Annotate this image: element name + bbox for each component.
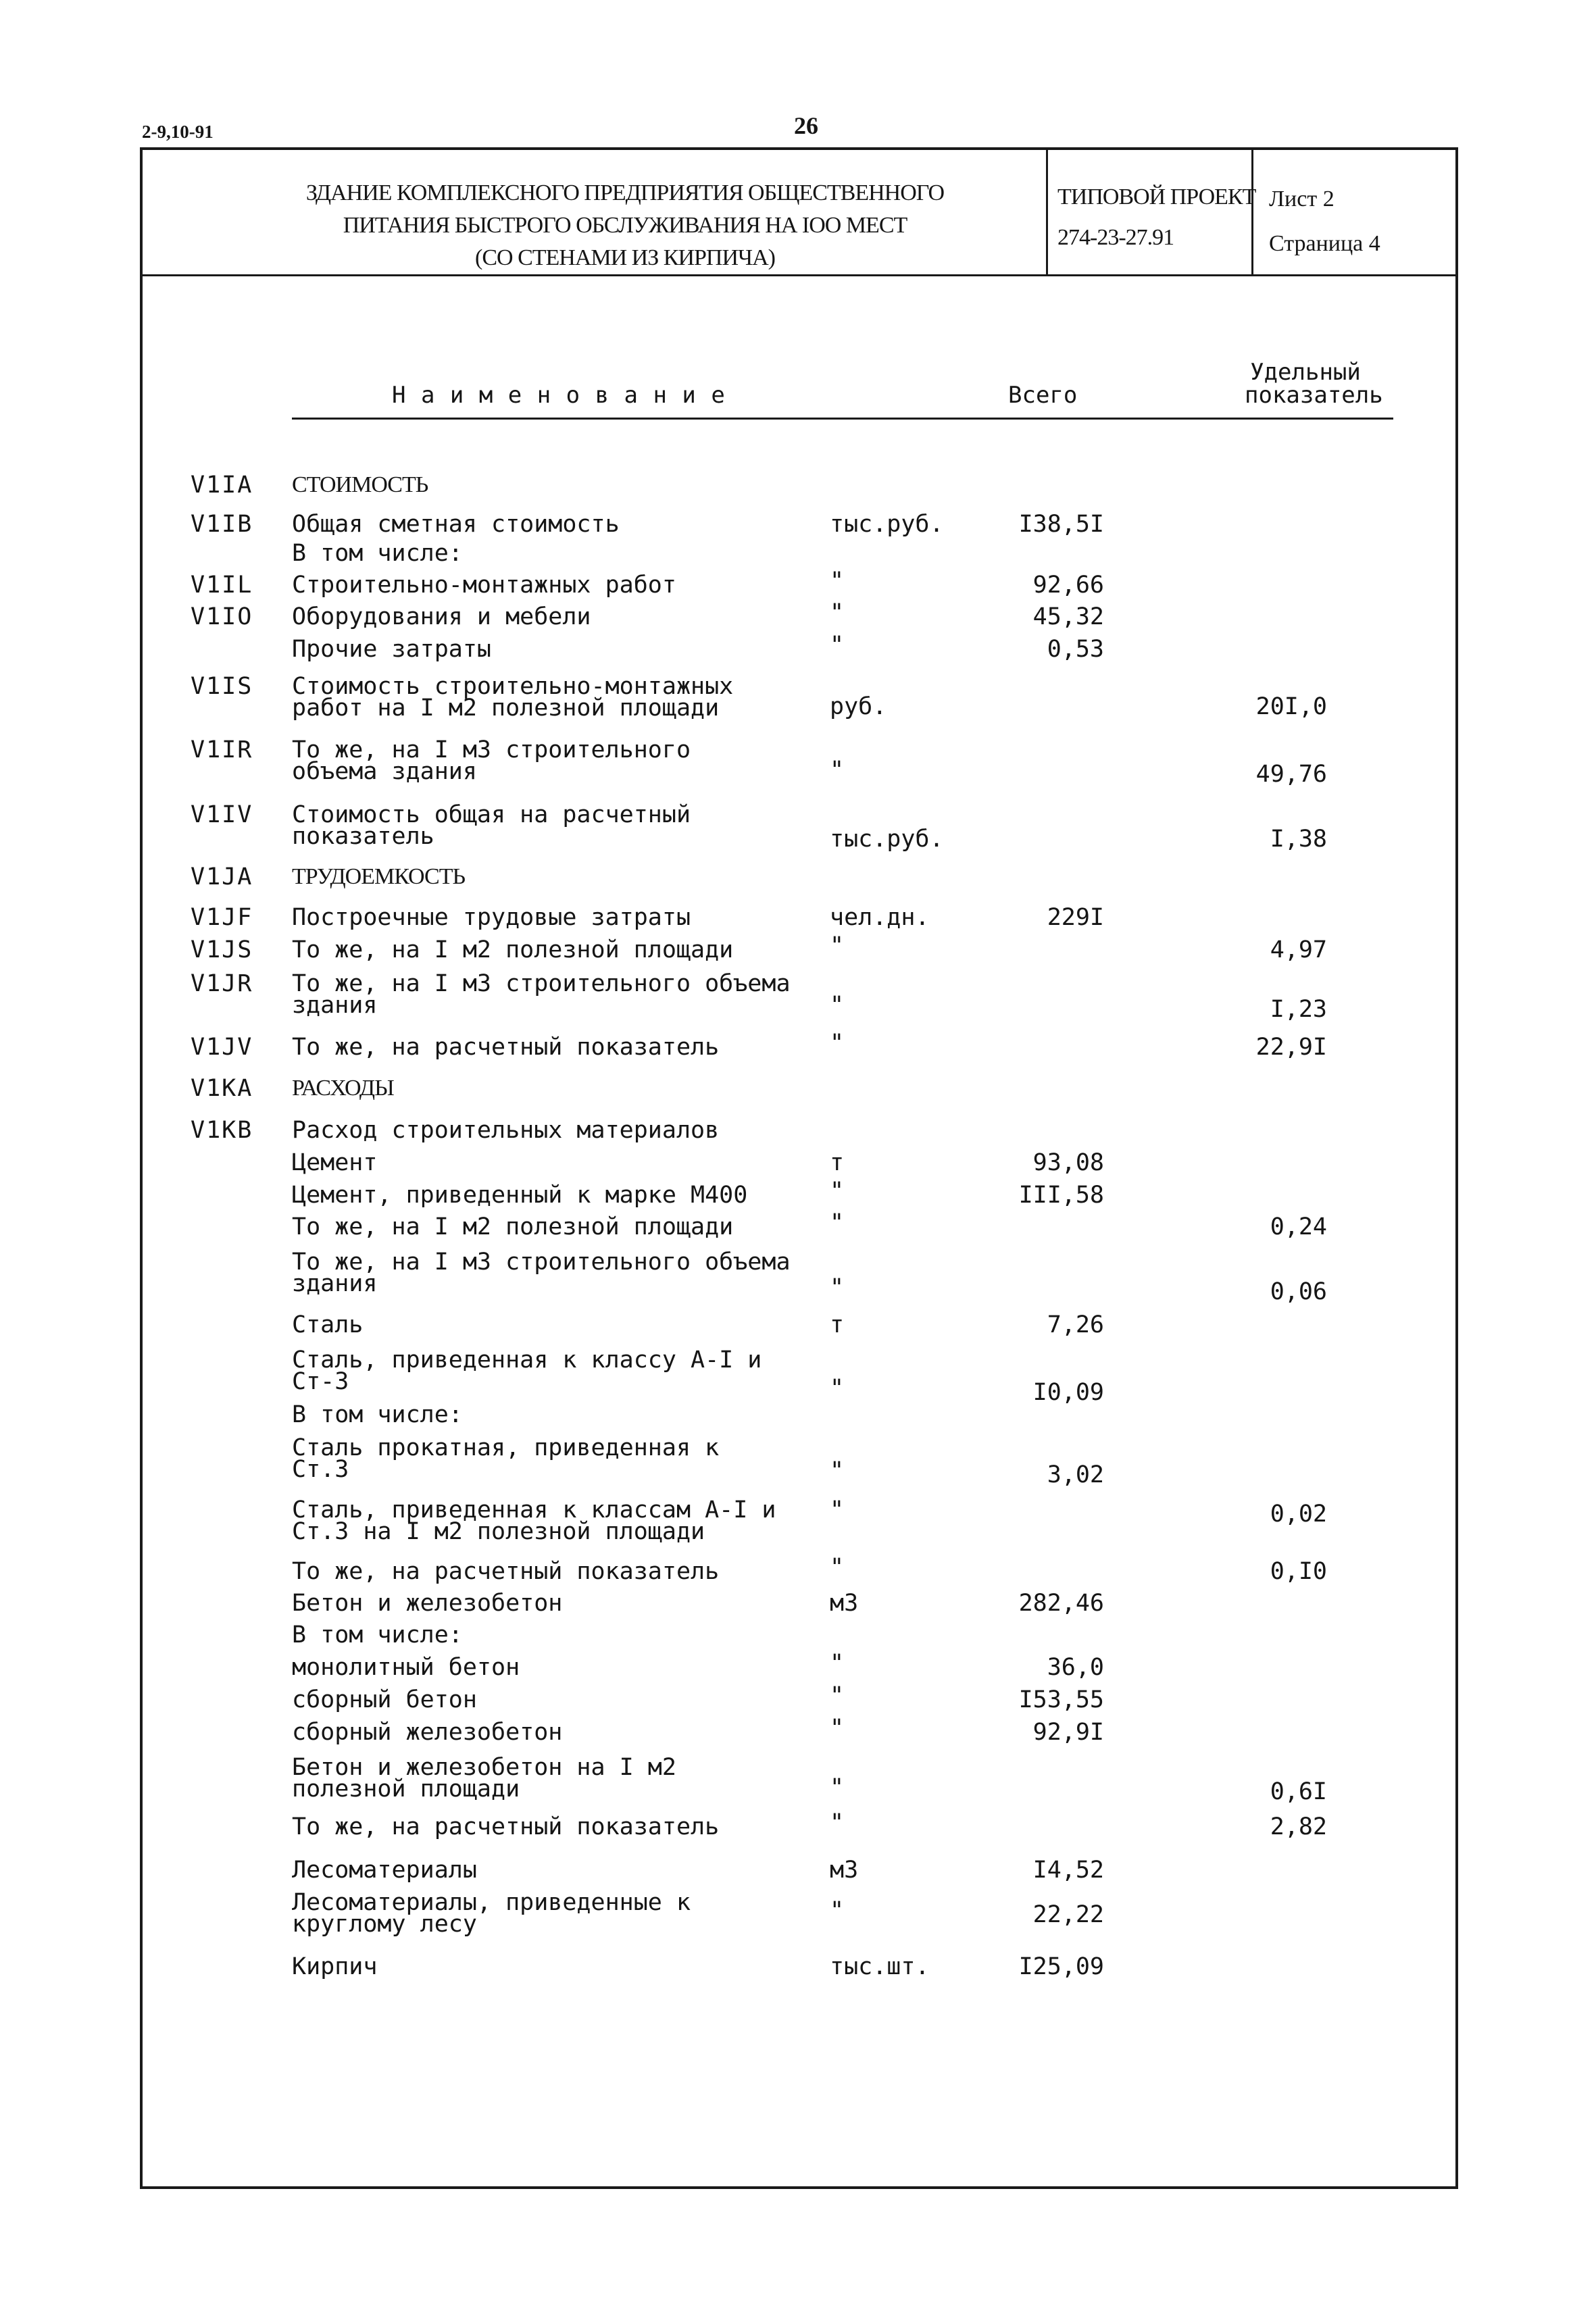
row-name	[292, 603, 819, 630]
row-name	[292, 1182, 819, 1209]
page-number: 26	[794, 112, 818, 139]
page-label: Страница 4	[1269, 231, 1380, 256]
row-name-line: Сталь, приведенная к классу А-I и	[292, 1347, 762, 1374]
row-name-line: монолитный бетон	[292, 1654, 520, 1681]
row-total: I38,5I	[1018, 511, 1104, 538]
row-code: V1KB	[191, 1117, 253, 1144]
row-total: 22,22	[1032, 1901, 1104, 1928]
row-total: 229I	[1047, 904, 1104, 931]
row-unit: "	[830, 632, 845, 659]
row-unit: тыс.шт.	[830, 1953, 930, 1980]
row-name-line: То же, на I м3 строительного	[292, 736, 691, 763]
row-code: V1IO	[191, 603, 253, 630]
row-name-line: Общая сметная стоимость	[292, 511, 620, 538]
row-name-line: Построечные трудовые затраты	[292, 904, 691, 931]
row-name	[292, 511, 819, 538]
row-code: V1JF	[191, 904, 253, 931]
row-name	[292, 1311, 819, 1338]
row-code: V1IS	[191, 673, 253, 700]
row-name	[292, 1621, 819, 1649]
row-total: I25,09	[1018, 1953, 1104, 1980]
row-name-line: То же, на расчетный показатель	[292, 1558, 720, 1585]
row-name	[292, 540, 819, 567]
row-name	[292, 1347, 819, 1395]
row-code: V1IB	[191, 511, 253, 538]
row-unit: "	[830, 1030, 845, 1057]
row-unit: "	[830, 1897, 845, 1924]
row-total: 3,02	[1047, 1461, 1104, 1488]
row-name	[292, 801, 819, 850]
row-unit: "	[830, 992, 845, 1019]
row-total: 45,32	[1032, 603, 1104, 630]
row-name-line: Бетон и железобетон	[292, 1590, 563, 1617]
row-unit: "	[830, 757, 845, 784]
document-title	[203, 177, 1047, 274]
row-specific: 22,9I	[1255, 1034, 1327, 1061]
row-unit: "	[830, 1809, 845, 1836]
row-specific: 0,6I	[1270, 1778, 1327, 1805]
header-rule	[292, 418, 1393, 420]
row-name-line: Ст-3	[292, 1368, 349, 1395]
row-name	[292, 736, 819, 785]
row-unit: "	[830, 1650, 845, 1677]
row-name	[292, 1434, 819, 1483]
row-name-line: Сталь	[292, 1311, 364, 1338]
row-name	[292, 936, 819, 963]
row-total: I0,09	[1032, 1379, 1104, 1406]
row-name-line: То же, на расчетный показатель	[292, 1034, 720, 1061]
row-name-line: Лесоматериалы	[292, 1857, 477, 1884]
row-name-line: Кирпич	[292, 1953, 378, 1980]
row-unit: тыс.руб.	[830, 511, 944, 538]
row-specific: I,38	[1270, 826, 1327, 853]
row-name	[292, 636, 819, 663]
row-unit: "	[830, 1274, 845, 1301]
row-total: I53,55	[1018, 1686, 1104, 1713]
row-name-line: Ст.3 на I м2 полезной площади	[292, 1518, 705, 1545]
row-specific: 2,82	[1270, 1813, 1327, 1840]
row-total: III,58	[1018, 1182, 1104, 1209]
row-name-line: Строительно-монтажных работ	[292, 572, 676, 599]
row-name	[292, 1558, 819, 1585]
row-code: V1JS	[191, 936, 253, 963]
row-unit: м3	[830, 1857, 859, 1884]
row-name-line: круглому лесу	[292, 1911, 477, 1938]
row-name-line: РАСХОДЫ	[292, 1076, 394, 1101]
row-name-line: Сталь, приведенная к классам А-I и	[292, 1496, 776, 1524]
row-name-line: объема здания	[292, 758, 477, 785]
row-name	[292, 904, 819, 931]
sheet-label: Лист 2	[1269, 186, 1335, 211]
row-name-line: показатель	[292, 823, 434, 850]
row-name	[292, 1889, 819, 1938]
row-name-line: сборный бетон	[292, 1686, 477, 1713]
row-name-line: Прочие затраты	[292, 636, 492, 663]
row-name-line: Стоимость общая на расчетный	[292, 801, 691, 828]
row-total: 92,66	[1032, 572, 1104, 599]
row-name-line: То же, на I м2 полезной площади	[292, 936, 734, 963]
column-header-name: Н а и м е н о в а н и е	[392, 382, 726, 409]
row-unit: "	[830, 1554, 845, 1581]
row-unit: "	[830, 568, 845, 595]
row-unit: т	[830, 1149, 845, 1176]
column-header-specific-line: показатель	[1245, 382, 1383, 409]
row-total: 7,26	[1047, 1311, 1104, 1338]
row-name-line: СТОИМОСТЬ	[292, 472, 428, 497]
row-total: I4,52	[1032, 1857, 1104, 1884]
row-total: 93,08	[1032, 1149, 1104, 1176]
row-unit: м3	[830, 1590, 859, 1617]
row-name	[292, 474, 819, 496]
row-specific: 20I,0	[1255, 693, 1327, 720]
column-header-specific-line: Удельный	[1250, 359, 1361, 386]
row-name	[292, 1117, 819, 1144]
document-number: 2-9,10-91	[142, 122, 214, 142]
row-name	[292, 1149, 819, 1176]
row-name-line: ТРУДОЕМКОСТЬ	[292, 864, 465, 889]
row-name	[292, 1857, 819, 1884]
row-specific: 0,06	[1270, 1278, 1327, 1305]
row-code: V1IV	[191, 801, 253, 828]
row-name-line: То же, на I м3 строительного объема	[292, 1249, 791, 1276]
row-unit: тыс.руб.	[830, 826, 944, 853]
row-name	[292, 1686, 819, 1713]
row-code: V1JV	[191, 1034, 253, 1061]
row-unit: "	[830, 1457, 845, 1484]
row-code: V1JA	[191, 863, 253, 890]
row-name-line: В том числе:	[292, 1401, 463, 1428]
row-code: V1KA	[191, 1075, 253, 1102]
row-name	[292, 1213, 819, 1240]
row-name-line: Цемент	[292, 1149, 378, 1176]
row-total: 282,46	[1018, 1590, 1104, 1617]
row-specific: 4,97	[1270, 936, 1327, 963]
row-name	[292, 1496, 819, 1545]
row-name-line: работ на I м2 полезной площади	[292, 695, 720, 722]
project-block	[1057, 177, 1255, 258]
row-code: V1IA	[191, 472, 253, 499]
row-specific: 0,02	[1270, 1501, 1327, 1528]
row-unit: "	[830, 1774, 845, 1801]
row-code: V1JR	[191, 970, 253, 997]
row-name	[292, 1654, 819, 1681]
row-name	[292, 1034, 819, 1061]
row-name	[292, 1813, 819, 1840]
row-name	[292, 866, 819, 888]
row-name-line: Цемент, приведенный к марке М400	[292, 1182, 748, 1209]
row-name-line: Сталь прокатная, приведенная к	[292, 1434, 720, 1461]
column-header-total: Всего	[1008, 382, 1078, 409]
title-line: ПИТАНИЯ БЫСТРОГО ОБСЛУЖИВАНИЯ НА IOO МЕСТ	[343, 213, 907, 238]
row-name-line: полезной площади	[292, 1776, 520, 1803]
row-name-line: То же, на I м3 строительного объема	[292, 970, 791, 997]
row-name	[292, 1590, 819, 1617]
row-name	[292, 1249, 819, 1297]
row-name-line: Расход строительных материалов	[292, 1117, 720, 1144]
row-name	[292, 1953, 819, 1980]
row-specific: I,23	[1270, 996, 1327, 1023]
row-code: V1IL	[191, 572, 253, 599]
row-name-line: сборный железобетон	[292, 1719, 563, 1746]
row-name-line: Оборудования и мебели	[292, 603, 591, 630]
row-specific: 0,24	[1270, 1213, 1327, 1240]
row-total: 36,0	[1047, 1654, 1104, 1681]
row-unit: "	[830, 1496, 845, 1524]
row-name	[292, 1401, 819, 1428]
row-unit: руб.	[830, 693, 887, 720]
row-unit: "	[830, 1375, 845, 1402]
row-specific: 49,76	[1255, 761, 1327, 788]
row-name	[292, 673, 819, 722]
row-unit: "	[830, 932, 845, 959]
row-name-line: Лесоматериалы, приведенные к	[292, 1889, 691, 1916]
sheet-block	[1269, 177, 1380, 266]
row-name-line: В том числе:	[292, 540, 463, 567]
row-name-line: То же, на I м2 полезной площади	[292, 1213, 734, 1240]
row-unit: "	[830, 1178, 845, 1205]
row-name	[292, 1719, 819, 1746]
row-specific: 0,I0	[1270, 1558, 1327, 1585]
row-unit: т	[830, 1311, 845, 1338]
row-name-line: Ст.3	[292, 1456, 349, 1483]
project-label: ТИПОВОЙ ПРОЕКТ	[1057, 184, 1256, 209]
row-code: V1IR	[191, 736, 253, 763]
row-name-line: То же, на расчетный показатель	[292, 1813, 720, 1840]
title-line: ЗДАНИЕ КОМПЛЕКСНОГО ПРЕДПРИЯТИЯ ОБЩЕСТВЕННОГО	[305, 180, 945, 205]
row-name	[292, 970, 819, 1019]
row-name-line: здания	[292, 992, 378, 1019]
row-unit: "	[830, 1715, 845, 1742]
header-divider	[140, 274, 1458, 276]
title-line: (СО СТЕНАМИ ИЗ КИРПИЧА)	[475, 245, 775, 270]
row-unit: "	[830, 1682, 845, 1709]
project-code: 274-23-27.91	[1057, 225, 1174, 250]
row-name	[292, 1078, 819, 1099]
column-header-specific	[1245, 359, 1383, 409]
row-name-line: здания	[292, 1270, 378, 1297]
row-name-line: Бетон и железобетон на I м2	[292, 1754, 676, 1781]
row-unit: "	[830, 1209, 845, 1236]
row-name	[292, 1754, 819, 1803]
row-total: 0,53	[1047, 636, 1104, 663]
row-name	[292, 572, 819, 599]
row-total: 92,9I	[1032, 1719, 1104, 1746]
row-unit: чел.дн.	[830, 904, 930, 931]
row-name-line: Стоимость строительно-монтажных	[292, 673, 734, 700]
row-name-line: В том числе:	[292, 1621, 463, 1649]
row-unit: "	[830, 599, 845, 626]
